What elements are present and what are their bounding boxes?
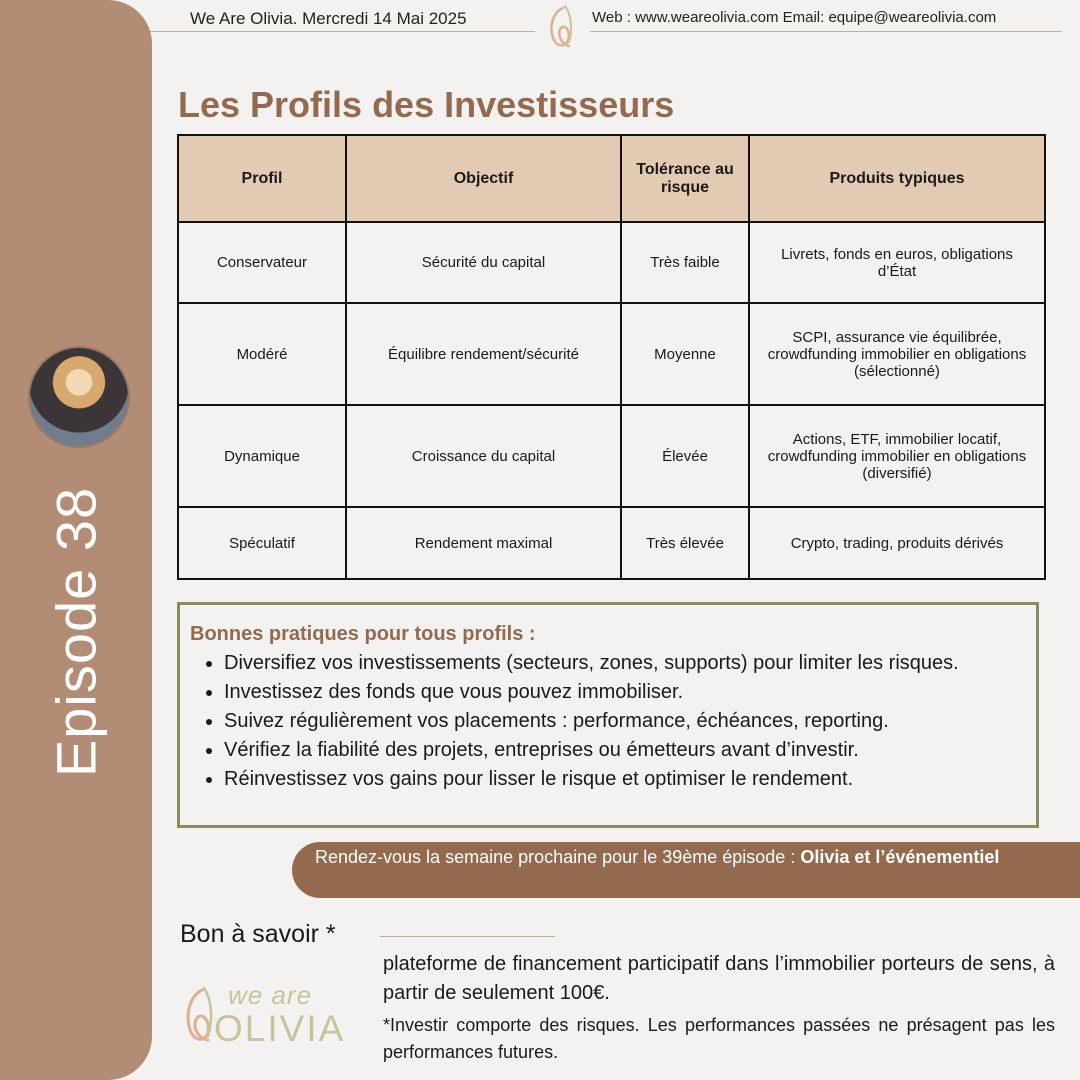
header-objectif: Objectif: [346, 135, 621, 222]
cell-objectif: Équilibre rendement/sécurité: [346, 303, 621, 405]
header-contact: Web : www.weareolivia.com Email: equipe@weareolivia.com: [592, 9, 997, 26]
cell-tolerance: Élevée: [621, 405, 749, 507]
list-item: • Suivez régulièrement vos placements : performance, échéances, reporting.: [224, 707, 1044, 736]
list-item: • Réinvestissez vos gains pour lisser le risque et optimiser le rendement.: [224, 765, 1044, 794]
list-item: • Investissez des fonds que vous pouvez immobiliser.: [224, 678, 1044, 707]
best-practices-title: Bonnes pratiques pour tous profils :: [190, 623, 536, 645]
banner-highlight: Olivia et l’événementiel: [800, 847, 1000, 867]
table-header-row: [178, 135, 1045, 222]
cell-produits: SCPI, assurance vie équilibrée, crowdfunding immobilier en obligations (sélectionné): [749, 303, 1045, 405]
list-item: • Diversifiez vos investissements (secteurs, zones, supports) pour limiter les risques.: [224, 649, 1044, 678]
table-row: [178, 303, 1045, 405]
table-row: [178, 507, 1045, 579]
cell-tolerance: Très élevée: [621, 507, 749, 579]
cell-profil: Conservateur: [178, 222, 346, 303]
logo-text-we-are: we are: [228, 980, 313, 1010]
banner-text: Rendez-vous la semaine prochaine pour le 39ème épisode :: [315, 847, 796, 867]
cell-objectif: Rendement maximal: [346, 507, 621, 579]
best-practices-list: [204, 649, 1044, 794]
cell-profil: Dynamique: [178, 405, 346, 507]
cell-tolerance: Moyenne: [621, 303, 749, 405]
logo-swirl-icon: [180, 982, 216, 1048]
logo-swirl-icon: [543, 2, 579, 52]
list-item: • Vérifiez la fiabilité des projets, entreprises ou émetteurs avant d’investir.: [224, 736, 1044, 765]
table-row: [178, 222, 1045, 303]
cell-produits: Crypto, trading, produits dérivés: [749, 507, 1045, 579]
episode-label: Episode 38: [44, 486, 108, 778]
cell-profil: Spéculatif: [178, 507, 346, 579]
header-date: We Are Olivia. Mercredi 14 Mai 2025: [190, 9, 467, 28]
cell-produits: Livrets, fonds en euros, obligations d’État: [749, 222, 1045, 303]
header-divider-left: [150, 31, 535, 32]
profiles-table: [177, 134, 1046, 580]
next-episode-banner: [292, 842, 1080, 898]
cell-profil: Modéré: [178, 303, 346, 405]
disclaimer-text: *Investir comporte des risques. Les performances passées ne présagent pas les performances futures.: [383, 1015, 1055, 1062]
best-practices-box: [177, 602, 1039, 828]
header-divider-right: [590, 31, 1062, 32]
logo-text-olivia: OLIVIA: [214, 1008, 346, 1049]
avatar: [28, 346, 130, 448]
table-row: [178, 405, 1045, 507]
bon-a-savoir-divider: [380, 936, 555, 937]
bon-a-savoir-text: plateforme de financement participatif dans l’immobilier porteurs de sens, à partir de seulement 100€.: [383, 953, 1055, 1004]
bon-a-savoir-label: Bon à savoir *: [180, 920, 336, 948]
we-are-olivia-logo: [180, 980, 355, 1052]
header-tolerance: Tolérance au risque: [621, 135, 749, 222]
cell-tolerance: Très faible: [621, 222, 749, 303]
cell-objectif: Croissance du capital: [346, 405, 621, 507]
cell-objectif: Sécurité du capital: [346, 222, 621, 303]
header-profil: Profil: [178, 135, 346, 222]
sidebar: [0, 0, 152, 1080]
cell-produits: Actions, ETF, immobilier locatif, crowdfunding immobilier en obligations (diversifié): [749, 405, 1045, 507]
page-title: Les Profils des Investisseurs: [178, 84, 675, 125]
header-produits: Produits typiques: [749, 135, 1045, 222]
